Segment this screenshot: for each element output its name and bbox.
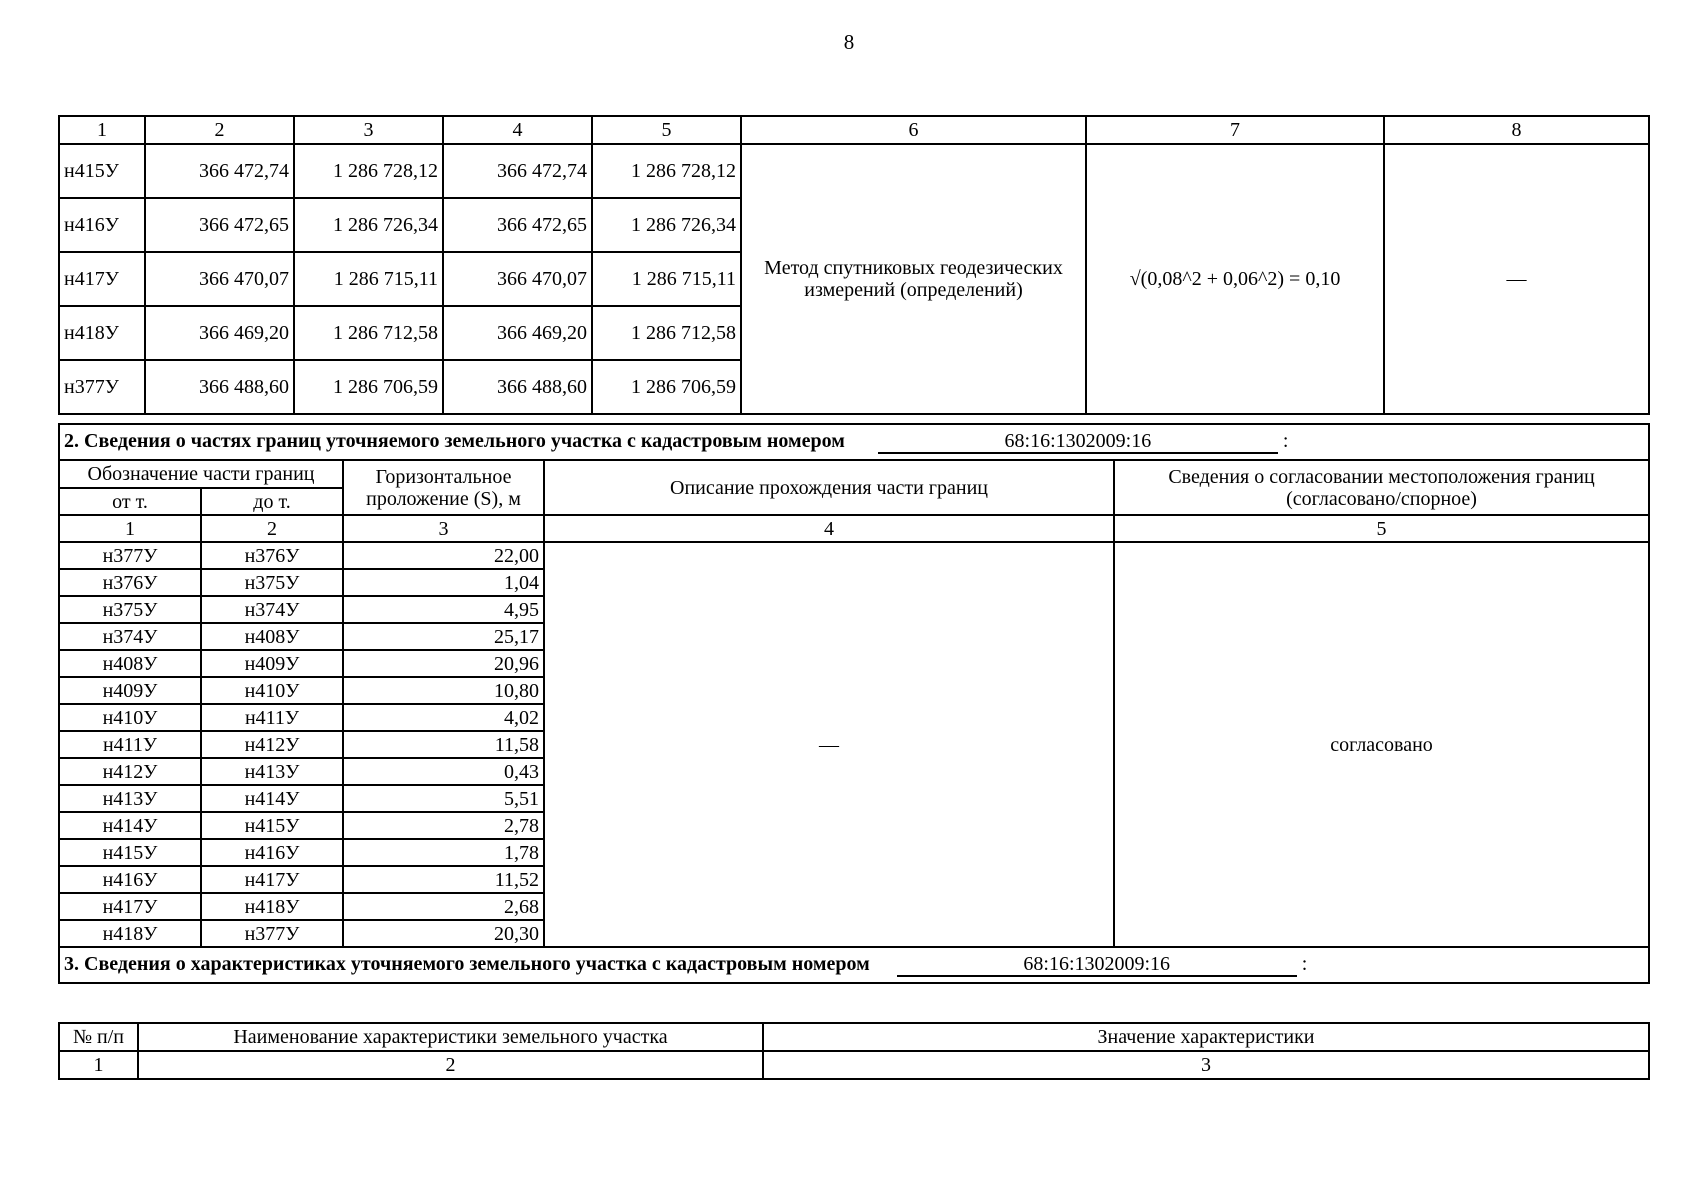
from-point: н377У xyxy=(59,542,201,569)
x-refined: 366 488,60 xyxy=(443,360,592,414)
section3-title: 3. Сведения о характеристиках уточняемого земельного участка с кадастровым номером xyxy=(64,953,870,975)
to-point: н411У xyxy=(201,704,343,731)
horizontal-distance: 5,51 xyxy=(343,785,544,812)
approval-header: Сведения о согласовании местоположения границ (согласовано/спорное) xyxy=(1114,460,1649,515)
from-point: н375У xyxy=(59,596,201,623)
x-refined: 366 470,07 xyxy=(443,252,592,306)
column-number: 1 xyxy=(59,116,145,144)
column-number: 1 xyxy=(59,515,201,542)
column-number: 4 xyxy=(544,515,1114,542)
name-header: Наименование характеристики земельного участка xyxy=(138,1023,763,1051)
to-point: н416У xyxy=(201,839,343,866)
to-point: н412У xyxy=(201,731,343,758)
description-value: — xyxy=(544,542,1114,947)
horizontal-distance: 2,68 xyxy=(343,893,544,920)
from-point: н418У xyxy=(59,920,201,947)
column-number: 3 xyxy=(763,1051,1649,1079)
from-point: н413У xyxy=(59,785,201,812)
section2-cadastral-number: 68:16:1302009:16 xyxy=(878,430,1278,454)
section3-cadastral-number: 68:16:1302009:16 xyxy=(897,953,1297,977)
coordinates-table xyxy=(58,115,1650,415)
column-number-row xyxy=(59,1051,1649,1079)
point-name: н377У xyxy=(59,360,145,414)
horizontal-distance: 20,96 xyxy=(343,650,544,677)
column-number: 3 xyxy=(343,515,544,542)
col8-cell: — xyxy=(1384,144,1649,414)
column-number-row xyxy=(59,116,1649,144)
x-refined: 366 472,74 xyxy=(443,144,592,198)
horizontal-header: Горизонтальное проложение (S), м xyxy=(343,460,544,515)
column-number: 5 xyxy=(592,116,741,144)
horizontal-distance: 4,95 xyxy=(343,596,544,623)
from-point: н408У xyxy=(59,650,201,677)
to-point: н409У xyxy=(201,650,343,677)
from-header: от т. xyxy=(59,488,201,515)
from-point: н412У xyxy=(59,758,201,785)
column-number: 4 xyxy=(443,116,592,144)
table-row xyxy=(59,144,1649,198)
from-point: н414У xyxy=(59,812,201,839)
horizontal-distance: 22,00 xyxy=(343,542,544,569)
x-existing: 366 488,60 xyxy=(145,360,294,414)
y-existing: 1 286 728,12 xyxy=(294,144,443,198)
y-refined: 1 286 715,11 xyxy=(592,252,741,306)
to-point: н410У xyxy=(201,677,343,704)
table-row xyxy=(59,542,1649,569)
from-point: н415У xyxy=(59,839,201,866)
column-number: 7 xyxy=(1086,116,1384,144)
horizontal-distance: 1,04 xyxy=(343,569,544,596)
horizontal-distance: 20,30 xyxy=(343,920,544,947)
from-point: н411У xyxy=(59,731,201,758)
y-existing: 1 286 712,58 xyxy=(294,306,443,360)
column-number: 1 xyxy=(59,1051,138,1079)
point-name: н415У xyxy=(59,144,145,198)
column-number: 3 xyxy=(294,116,443,144)
section2-title: 2. Сведения о частях границ уточняемого земельного участка с кадастровым номером xyxy=(64,430,845,452)
from-point: н374У xyxy=(59,623,201,650)
to-point: н408У xyxy=(201,623,343,650)
to-header: до т. xyxy=(201,488,343,515)
to-point: н415У xyxy=(201,812,343,839)
num-header: № п/п xyxy=(59,1023,138,1051)
section2-title-cell xyxy=(59,424,1649,460)
point-name: н417У xyxy=(59,252,145,306)
approval-value: согласовано xyxy=(1114,542,1649,947)
y-existing: 1 286 726,34 xyxy=(294,198,443,252)
section3-suffix: : xyxy=(1301,953,1308,975)
to-point: н375У xyxy=(201,569,343,596)
x-existing: 366 472,74 xyxy=(145,144,294,198)
horizontal-distance: 11,52 xyxy=(343,866,544,893)
page-number: 8 xyxy=(843,30,855,54)
to-point: н417У xyxy=(201,866,343,893)
from-point: н416У xyxy=(59,866,201,893)
value-header: Значение характеристики xyxy=(763,1023,1649,1051)
y-existing: 1 286 706,59 xyxy=(294,360,443,414)
description-header: Описание прохождения части границ xyxy=(544,460,1114,515)
horizontal-distance: 10,80 xyxy=(343,677,544,704)
column-number: 2 xyxy=(138,1051,763,1079)
to-point: н374У xyxy=(201,596,343,623)
horizontal-distance: 2,78 xyxy=(343,812,544,839)
x-existing: 366 469,20 xyxy=(145,306,294,360)
from-point: н376У xyxy=(59,569,201,596)
column-number: 2 xyxy=(145,116,294,144)
to-point: н377У xyxy=(201,920,343,947)
horizontal-distance: 25,17 xyxy=(343,623,544,650)
y-refined: 1 286 706,59 xyxy=(592,360,741,414)
column-number: 5 xyxy=(1114,515,1649,542)
section2-suffix: : xyxy=(1282,430,1289,452)
point-name: н418У xyxy=(59,306,145,360)
to-point: н376У xyxy=(201,542,343,569)
section3-title-cell xyxy=(59,947,1649,983)
column-number: 8 xyxy=(1384,116,1649,144)
y-existing: 1 286 715,11 xyxy=(294,252,443,306)
column-number: 6 xyxy=(741,116,1086,144)
y-refined: 1 286 728,12 xyxy=(592,144,741,198)
horizontal-distance: 1,78 xyxy=(343,839,544,866)
designation-header: Обозначение части границ xyxy=(59,460,343,488)
boundary-parts-table xyxy=(58,423,1650,984)
x-refined: 366 472,65 xyxy=(443,198,592,252)
to-point: н413У xyxy=(201,758,343,785)
characteristics-table xyxy=(58,1022,1650,1080)
horizontal-distance: 4,02 xyxy=(343,704,544,731)
column-number-row xyxy=(59,515,1649,542)
point-name: н416У xyxy=(59,198,145,252)
to-point: н414У xyxy=(201,785,343,812)
from-point: н417У xyxy=(59,893,201,920)
y-refined: 1 286 712,58 xyxy=(592,306,741,360)
horizontal-distance: 11,58 xyxy=(343,731,544,758)
from-point: н410У xyxy=(59,704,201,731)
from-point: н409У xyxy=(59,677,201,704)
x-refined: 366 469,20 xyxy=(443,306,592,360)
accuracy-cell: √(0,08^2 + 0,06^2) = 0,10 xyxy=(1086,144,1384,414)
to-point: н418У xyxy=(201,893,343,920)
x-existing: 366 472,65 xyxy=(145,198,294,252)
x-existing: 366 470,07 xyxy=(145,252,294,306)
horizontal-distance: 0,43 xyxy=(343,758,544,785)
y-refined: 1 286 726,34 xyxy=(592,198,741,252)
column-number: 2 xyxy=(201,515,343,542)
method-cell: Метод спутниковых геодезических измерений (определений) xyxy=(741,144,1086,414)
